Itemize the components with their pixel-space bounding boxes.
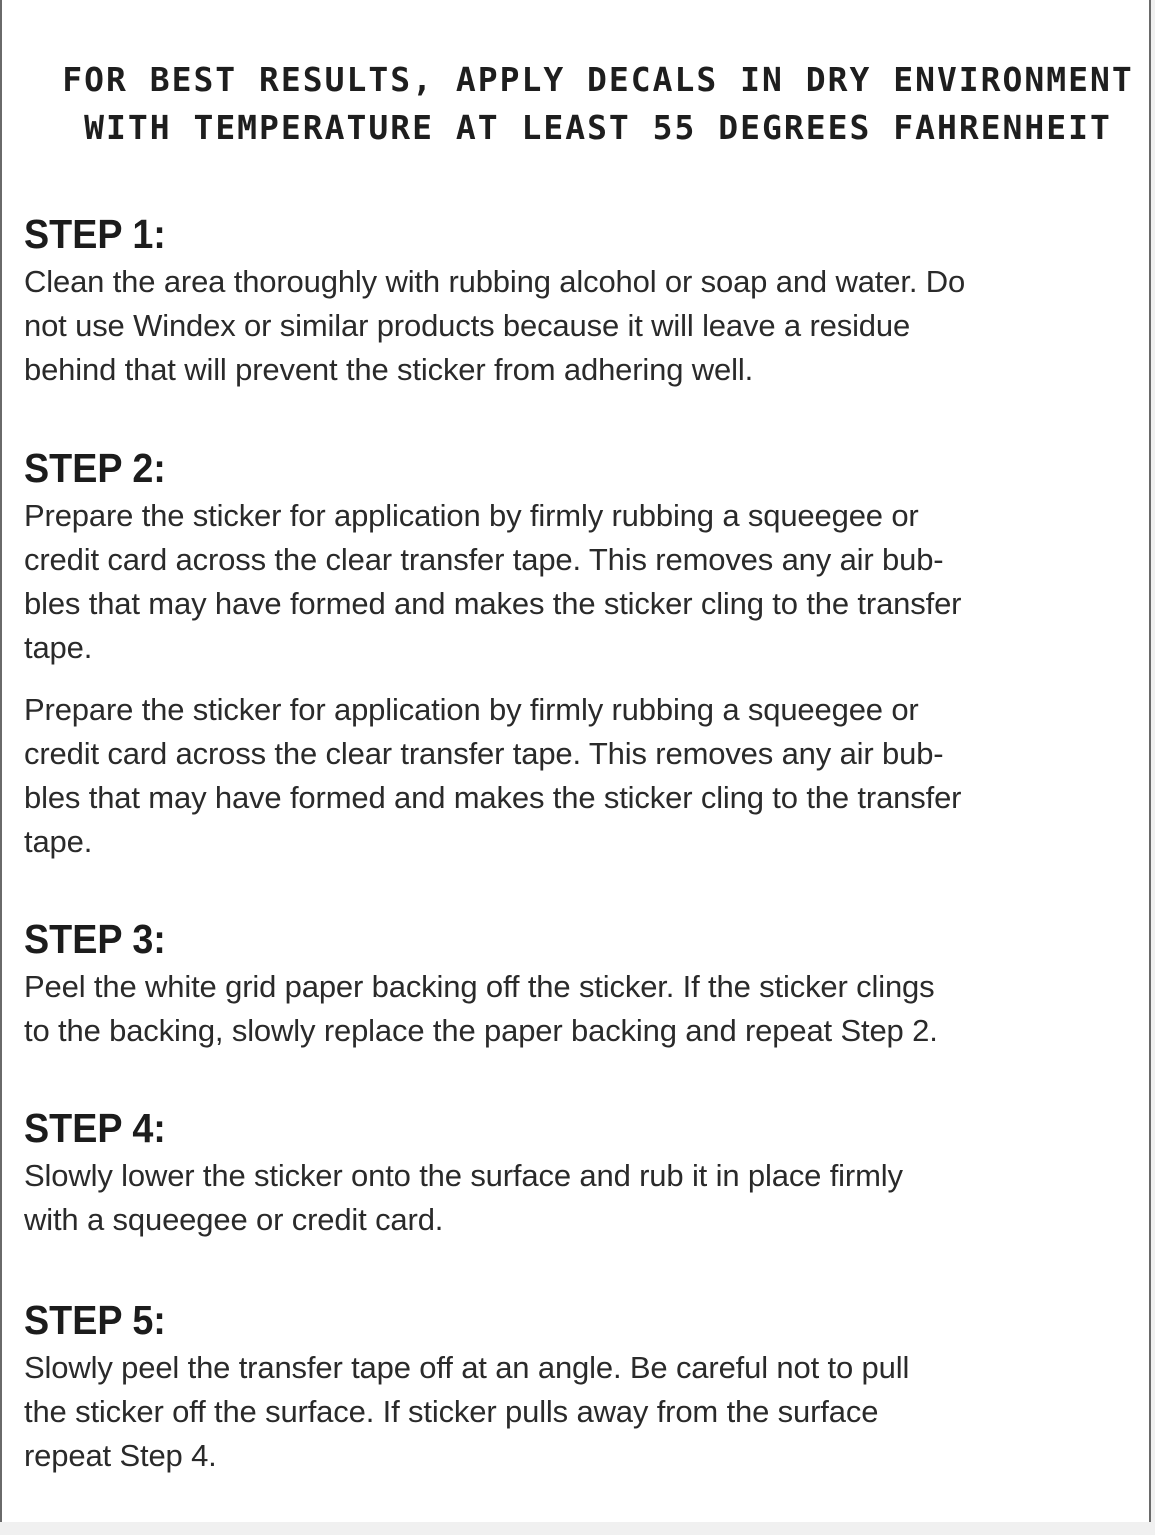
step-heading: STEP 1: [24,211,166,257]
step-text-line: tape. [24,824,93,859]
step-paragraph [24,260,1139,392]
step-4 [24,1104,1139,1242]
step-text-line: Prepare the sticker for application by firmly rubbing a squeegee or [24,498,919,533]
step-text-line: Prepare the sticker for application by firmly rubbing a squeegee or [24,692,919,727]
step-text-line: the sticker off the surface. If sticker pulls away from the surface [24,1394,879,1429]
step-3 [24,915,1139,1053]
step-paragraph [24,1346,1139,1478]
step-paragraph [24,1154,1139,1242]
step-heading: STEP 4: [24,1105,166,1151]
step-heading: STEP 5: [24,1297,166,1343]
step-text-line: bles that may have formed and makes the sticker cling to the transfer [24,780,962,815]
step-text-line: Peel the white grid paper backing off the sticker. If the sticker clings [24,969,935,1004]
step-text-line: Clean the area thoroughly with rubbing alcohol or soap and water. Do [24,264,966,299]
step-text-line: not use Windex or similar products because it will leave a residue [24,308,911,343]
step-text-line: repeat Step 4. [24,1438,217,1473]
step-1 [24,210,1139,392]
step-text-line: credit card across the clear transfer tape. This removes any air bub- [24,736,944,771]
step-text-line: Slowly lower the sticker onto the surface and rub it in place firmly [24,1158,903,1193]
step-text-line: to the backing, slowly replace the paper backing and repeat Step 2. [24,1013,938,1048]
header-line-2: WITH TEMPERATURE AT LEAST 55 DEGREES FAHRENHEIT [84,108,1112,147]
step-paragraph [24,965,1139,1053]
step-text-line: tape. [24,630,93,665]
step-text-line: credit card across the clear transfer tape. This removes any air bub- [24,542,944,577]
step-heading: STEP 2: [24,445,166,491]
step-paragraph [24,688,1139,864]
step-heading: STEP 3: [24,916,166,962]
step-text-line: Slowly peel the transfer tape off at an angle. Be careful not to pull [24,1350,910,1385]
step-text-line: with a squeegee or credit card. [24,1202,444,1237]
step-text-line: behind that will prevent the sticker from adhering well. [24,352,754,387]
step-text-line: bles that may have formed and makes the sticker cling to the transfer [24,586,962,621]
header-line-1: FOR BEST RESULTS, APPLY DECALS IN DRY ENVIRONMENT [62,60,1134,99]
step-2 [24,444,1139,864]
step-5 [24,1296,1139,1478]
step-paragraph [24,494,1139,670]
